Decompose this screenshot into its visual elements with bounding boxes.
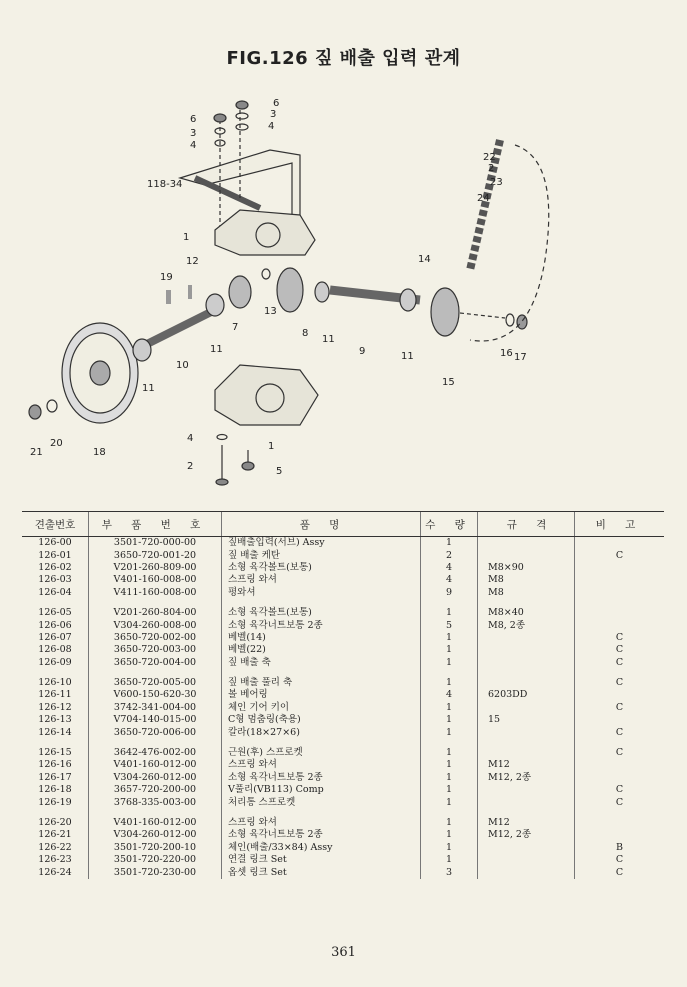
- cell-quantity: 1: [421, 772, 478, 784]
- cell-spec: [478, 842, 575, 854]
- cell-spec: 6203DD: [478, 689, 575, 701]
- cell-remarks: B: [575, 842, 665, 854]
- cell-remarks: [575, 829, 665, 841]
- cell-index: 126-00: [38, 537, 72, 549]
- col-header-part-name: 품 명: [222, 512, 421, 537]
- cell-quantity: 1: [421, 632, 478, 644]
- svg-text:20: 20: [50, 438, 63, 449]
- table-row: [22, 784, 664, 796]
- cell-spec: [478, 747, 575, 759]
- cell-part-number: 3650-720-005-00: [89, 677, 222, 689]
- table-row: [22, 726, 664, 738]
- cell-part-number: V704-140-015-00: [89, 714, 222, 726]
- cell-part-name: 볼 베어링: [222, 689, 421, 701]
- table-row: [22, 537, 664, 550]
- cell-index: 126-03: [38, 574, 72, 586]
- cell-part-number: 3650-720-003-00: [89, 644, 222, 656]
- cell-part-name: 연결 링크 Set: [222, 854, 421, 866]
- svg-text:12: 12: [186, 256, 199, 267]
- cell-remarks: [575, 772, 665, 784]
- cell-part-name: C형 멈춤링(축용): [222, 714, 421, 726]
- cell-spec: [478, 702, 575, 714]
- cell-spec: 15: [478, 714, 575, 726]
- svg-text:3: 3: [270, 109, 277, 120]
- cell-quantity: 1: [421, 607, 478, 619]
- cell-remarks: [575, 607, 665, 619]
- row-spacer: [22, 599, 664, 607]
- table-row: [22, 657, 664, 669]
- cell-quantity: 1: [421, 784, 478, 796]
- cell-spec: [478, 796, 575, 808]
- table-row: [22, 817, 664, 829]
- cell-part-name: 소형 육각너트보통 2종: [222, 772, 421, 784]
- svg-text:2: 2: [488, 163, 495, 174]
- row-spacer: [22, 739, 664, 747]
- svg-text:13: 13: [264, 306, 277, 317]
- cell-part-name: 베벨(14): [222, 632, 421, 644]
- cell-index: 126-15: [38, 747, 72, 759]
- table-row: [22, 714, 664, 726]
- svg-text:11: 11: [401, 351, 414, 362]
- cell-part-name: 근원(후) 스프로켓: [222, 747, 421, 759]
- table-row: [22, 619, 664, 631]
- cell-index: 126-14: [38, 726, 72, 738]
- cell-quantity: 5: [421, 619, 478, 631]
- col-header-remarks: 비 고: [575, 512, 665, 537]
- table-row: [22, 772, 664, 784]
- cell-remarks: [575, 817, 665, 829]
- cell-index: 126-22: [38, 841, 72, 853]
- cell-remarks: C: [575, 747, 665, 759]
- cell-spec: [478, 632, 575, 644]
- table-row: [22, 866, 664, 878]
- cell-part-name: V풀리(VB113) Comp: [222, 784, 421, 796]
- cell-index: 126-09: [38, 656, 72, 668]
- cell-index: 126-05: [38, 607, 72, 619]
- cell-part-name: 짚 배출 풀리 축: [222, 677, 421, 689]
- cell-part-number: 3650-720-004-00: [89, 657, 222, 669]
- table-row: [22, 574, 664, 586]
- svg-text:2: 2: [187, 461, 194, 472]
- svg-text:9: 9: [359, 346, 366, 357]
- cell-remarks: [575, 689, 665, 701]
- cell-index: 126-10: [38, 677, 72, 689]
- cell-index: 126-20: [38, 817, 72, 828]
- cell-part-number: 3501-720-200-10: [89, 842, 222, 854]
- svg-text:11: 11: [210, 344, 223, 355]
- svg-text:11: 11: [322, 334, 335, 345]
- cell-quantity: 4: [421, 689, 478, 701]
- svg-text:3: 3: [190, 128, 197, 139]
- cell-spec: M8×40: [478, 607, 575, 619]
- table-row: [22, 747, 664, 759]
- cell-quantity: 1: [421, 842, 478, 854]
- cell-spec: [478, 866, 575, 878]
- cell-spec: [478, 549, 575, 561]
- svg-text:24: 24: [477, 193, 490, 204]
- cell-part-name: 평와셔: [222, 587, 421, 599]
- table-row: [22, 842, 664, 854]
- cell-part-number: V600-150-620-30: [89, 689, 222, 701]
- table-row: [22, 632, 664, 644]
- cell-part-name: 스프링 와셔: [222, 574, 421, 586]
- cell-quantity: 1: [421, 702, 478, 714]
- cell-part-name: 소형 육각볼트(보통): [222, 607, 421, 619]
- cell-part-number: V304-260-008-00: [89, 619, 222, 631]
- cell-part-name: 체인(배출/33×84) Assy: [222, 842, 421, 854]
- page-title: FIG.126 짚 배출 입력 관계: [226, 48, 461, 69]
- cell-part-number: V201-260-809-00: [89, 562, 222, 574]
- svg-text:17: 17: [514, 352, 527, 363]
- cell-index: 126-21: [38, 829, 72, 841]
- table-row: [22, 549, 664, 561]
- cell-remarks: C: [575, 726, 665, 738]
- cell-quantity: 1: [421, 714, 478, 726]
- cell-remarks: C: [575, 644, 665, 656]
- cell-index: 126-16: [38, 759, 72, 771]
- cell-remarks: C: [575, 549, 665, 561]
- svg-text:16: 16: [500, 348, 513, 359]
- cell-quantity: 1: [421, 817, 478, 829]
- cell-part-number: V401-160-008-00: [89, 574, 222, 586]
- cell-spec: [478, 644, 575, 656]
- cell-part-name: 칼라(18×27×6): [222, 726, 421, 738]
- cell-part-number: 3742-341-004-00: [89, 702, 222, 714]
- cell-index: 126-04: [38, 586, 72, 598]
- svg-text:1: 1: [183, 232, 190, 243]
- cell-spec: [478, 537, 575, 550]
- cell-quantity: 1: [421, 537, 478, 550]
- cell-quantity: 2: [421, 549, 478, 561]
- cell-part-name: 체인 기어 키이: [222, 702, 421, 714]
- cell-remarks: [575, 574, 665, 586]
- svg-text:4: 4: [190, 140, 197, 151]
- cell-remarks: [575, 714, 665, 726]
- cell-remarks: C: [575, 657, 665, 669]
- cell-quantity: 1: [421, 759, 478, 771]
- table-header-row: [22, 512, 664, 537]
- cell-remarks: C: [575, 784, 665, 796]
- cell-quantity: 1: [421, 796, 478, 808]
- parts-table: [22, 511, 664, 879]
- cell-quantity: 4: [421, 574, 478, 586]
- cell-part-number: 3501-720-220-00: [89, 854, 222, 866]
- table-row: [22, 562, 664, 574]
- cell-quantity: 1: [421, 747, 478, 759]
- cell-spec: [478, 854, 575, 866]
- cell-spec: [478, 677, 575, 689]
- cell-index: 126-12: [38, 701, 72, 713]
- cell-part-number: V304-260-012-00: [89, 772, 222, 784]
- cell-spec: M12: [478, 817, 575, 829]
- table-row: [22, 677, 664, 689]
- cell-remarks: C: [575, 866, 665, 878]
- table-row: [22, 702, 664, 714]
- svg-text:19: 19: [160, 272, 173, 283]
- cell-spec: M12, 2종: [478, 772, 575, 784]
- row-spacer: [22, 809, 664, 817]
- cell-quantity: 1: [421, 726, 478, 738]
- cell-quantity: 1: [421, 657, 478, 669]
- table-row: [22, 689, 664, 701]
- svg-text:6: 6: [273, 98, 280, 109]
- cell-quantity: 4: [421, 562, 478, 574]
- row-spacer: [22, 669, 664, 677]
- cell-spec: [478, 784, 575, 796]
- cell-part-name: 베벨(22): [222, 644, 421, 656]
- cell-remarks: [575, 562, 665, 574]
- cell-part-number: 3768-335-003-00: [89, 796, 222, 808]
- svg-text:1: 1: [268, 441, 275, 452]
- cell-part-number: 3650-720-002-00: [89, 632, 222, 644]
- table-row: [22, 607, 664, 619]
- cell-spec: [478, 726, 575, 738]
- cell-part-name: 소형 육각너트보통 2종: [222, 619, 421, 631]
- svg-text:23: 23: [490, 177, 503, 188]
- svg-text:18: 18: [93, 447, 106, 458]
- cell-quantity: 9: [421, 587, 478, 599]
- cell-spec: [478, 657, 575, 669]
- cell-part-number: V411-160-008-00: [89, 587, 222, 599]
- cell-part-number: 3501-720-000-00: [89, 537, 222, 550]
- table-row: [22, 854, 664, 866]
- cell-index: 126-18: [38, 784, 72, 796]
- svg-text:4: 4: [268, 121, 275, 132]
- cell-remarks: C: [575, 677, 665, 689]
- cell-spec: M8, 2종: [478, 619, 575, 631]
- cell-spec: M8: [478, 587, 575, 599]
- table-row: [22, 644, 664, 656]
- page-number: 361: [331, 945, 356, 960]
- cell-part-name: 짚 배출 케탄: [222, 549, 421, 561]
- cell-remarks: [575, 619, 665, 631]
- cell-quantity: 1: [421, 829, 478, 841]
- table-row: [22, 759, 664, 771]
- svg-text:6: 6: [190, 114, 197, 125]
- table-row: [22, 829, 664, 841]
- cell-quantity: 1: [421, 644, 478, 656]
- cell-remarks: C: [575, 796, 665, 808]
- cell-part-name: 처리통 스프로켓: [222, 796, 421, 808]
- col-header-index: 견출번호: [22, 512, 89, 537]
- cell-part-name: 짚 배출 축: [222, 657, 421, 669]
- cell-remarks: C: [575, 702, 665, 714]
- cell-index: 126-23: [38, 854, 72, 866]
- svg-text:4: 4: [187, 433, 194, 444]
- cell-spec: M12: [478, 759, 575, 771]
- svg-text:7: 7: [232, 322, 239, 333]
- table-row: [22, 796, 664, 808]
- cell-spec: M8: [478, 574, 575, 586]
- cell-part-name: 스프링 와셔: [222, 817, 421, 829]
- cell-part-name: 소형 육각볼트(보통): [222, 562, 421, 574]
- cell-index: 126-07: [38, 631, 72, 643]
- cell-spec: M12, 2종: [478, 829, 575, 841]
- cell-index: 126-13: [38, 714, 72, 726]
- svg-text:21: 21: [30, 447, 43, 458]
- cell-part-number: V401-160-012-00: [89, 759, 222, 771]
- cell-index: 126-19: [38, 796, 72, 808]
- svg-text:22: 22: [483, 152, 496, 163]
- cell-part-name: 옵셋 링크 Set: [222, 866, 421, 878]
- cell-remarks: C: [575, 854, 665, 866]
- svg-text:10: 10: [176, 360, 189, 371]
- svg-text:8: 8: [302, 328, 309, 339]
- col-header-quantity: 수 량: [421, 512, 478, 537]
- svg-text:5: 5: [276, 466, 283, 477]
- cell-part-name: 스프링 와셔: [222, 759, 421, 771]
- cell-remarks: [575, 587, 665, 599]
- svg-text:15: 15: [442, 377, 455, 388]
- cell-remarks: C: [575, 632, 665, 644]
- cell-quantity: 1: [421, 677, 478, 689]
- svg-text:11: 11: [142, 383, 155, 394]
- cell-part-name: 소형 육각너트보통 2종: [222, 829, 421, 841]
- cell-part-number: 3657-720-200-00: [89, 784, 222, 796]
- cell-index: 126-17: [38, 771, 72, 783]
- cell-part-number: 3642-476-002-00: [89, 747, 222, 759]
- cell-part-number: 3650-720-006-00: [89, 726, 222, 738]
- cell-index: 126-01: [38, 549, 72, 561]
- cell-index: 126-06: [38, 619, 72, 631]
- svg-text:118-34: 118-34: [147, 179, 183, 190]
- cell-part-name: 짚배출입력(서브) Assy: [222, 537, 421, 550]
- cell-index: 126-11: [38, 689, 72, 701]
- cell-quantity: 1: [421, 854, 478, 866]
- cell-remarks: [575, 537, 665, 550]
- cell-quantity: 3: [421, 866, 478, 878]
- svg-text:14: 14: [418, 254, 431, 265]
- cell-part-number: V401-160-012-00: [89, 817, 222, 829]
- table-row: [22, 587, 664, 599]
- col-header-part-number: 부 품 번 호: [89, 512, 222, 537]
- col-header-spec: 규 격: [478, 512, 575, 537]
- cell-part-number: V201-260-804-00: [89, 607, 222, 619]
- cell-part-number: V304-260-012-00: [89, 829, 222, 841]
- cell-part-number: 3650-720-001-20: [89, 549, 222, 561]
- cell-index: 126-24: [38, 866, 72, 878]
- cell-spec: M8×90: [478, 562, 575, 574]
- cell-part-number: 3501-720-230-00: [89, 866, 222, 878]
- exploded-parts-diagram: [0, 80, 687, 500]
- cell-index: 126-08: [38, 644, 72, 656]
- cell-remarks: [575, 759, 665, 771]
- cell-index: 126-02: [38, 561, 72, 573]
